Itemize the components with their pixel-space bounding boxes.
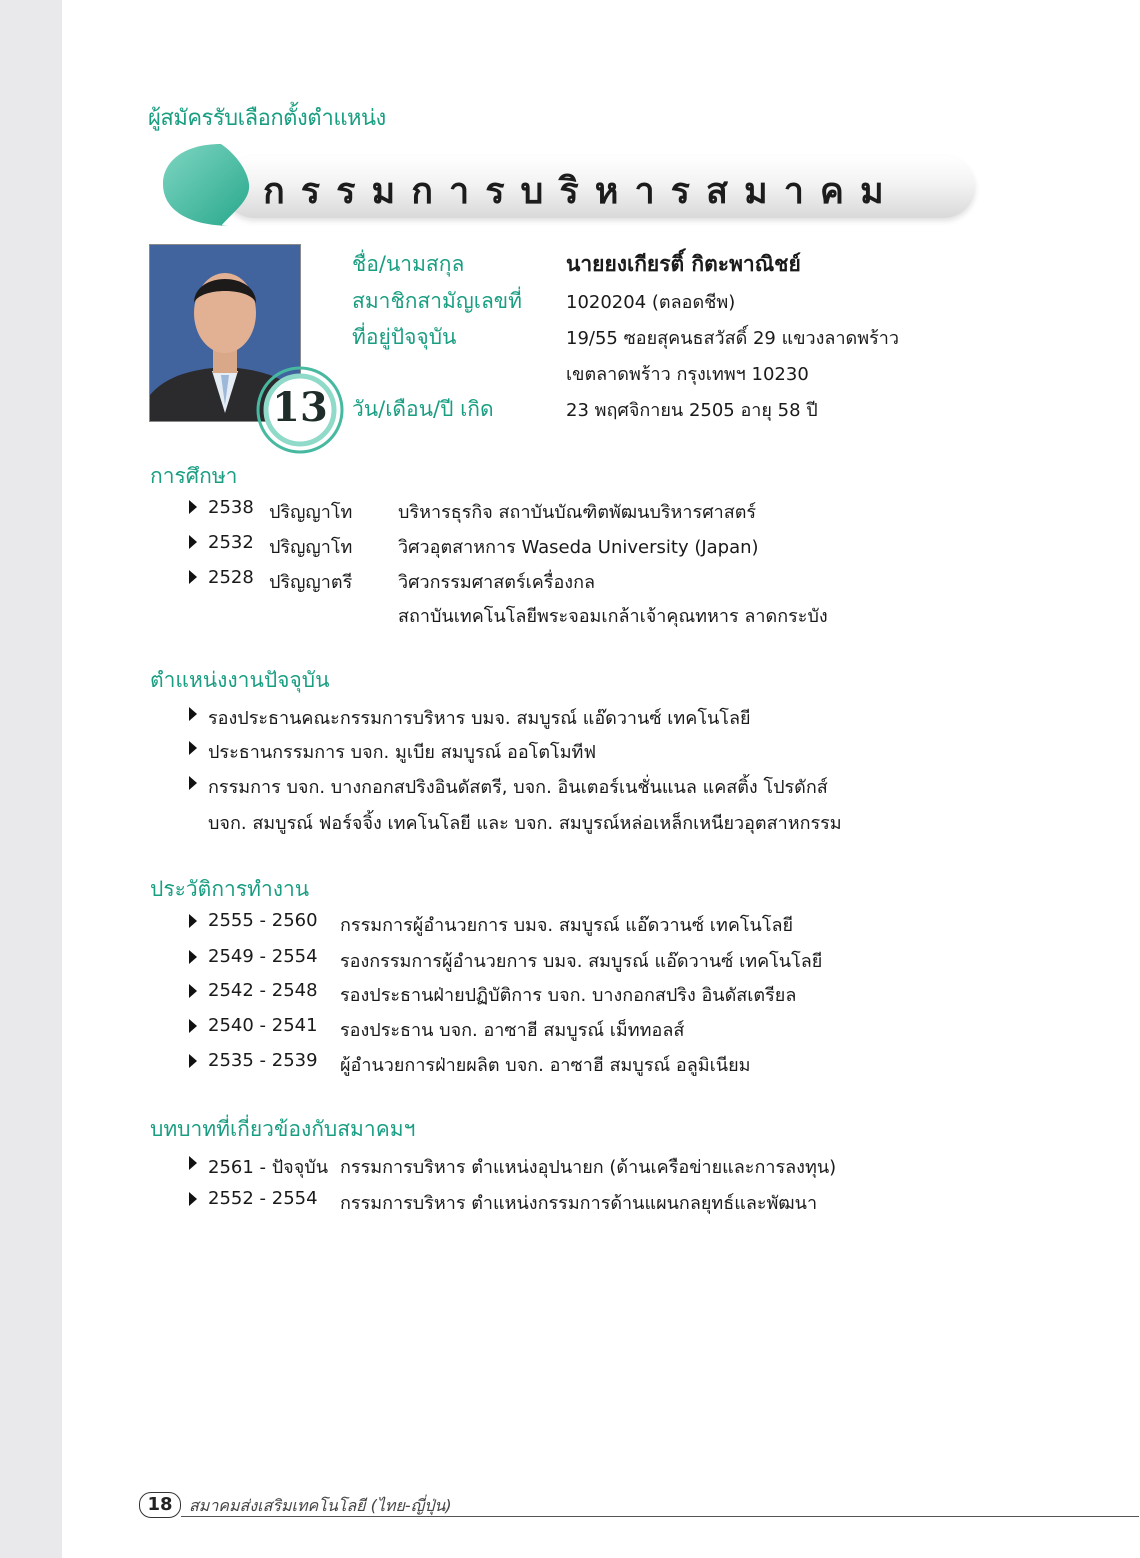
title-banner [163, 142, 975, 226]
edu-detail: วิศวกรรมศาสตร์เครื่องกล [398, 572, 596, 593]
edu-detail: บริหารธุรกิจ สถาบันบัณฑิตพัฒนบริหารศาสตร์ [398, 502, 757, 523]
bullet-icon [188, 1018, 198, 1034]
work-detail: รองประธาน บจก. อาซาฮี สมบูรณ์ เม็ททอลส์ [340, 1020, 685, 1041]
bullet-icon [188, 1191, 198, 1207]
footer-publication: สมาคมส่งเสริมเทคโนโลยี (ไทย-ญี่ปุ่น) [189, 1496, 452, 1515]
banner-title: กรรมการบริหารสมาคม [263, 171, 900, 212]
bullet-icon [188, 1053, 198, 1069]
edu-degree: ปริญญาตรี [269, 572, 353, 593]
role-period: 2552 - 2554 [208, 1188, 318, 1209]
work-history-heading: ประวัติการทำงาน [150, 877, 310, 901]
work-period: 2535 - 2539 [208, 1050, 318, 1071]
label-birthdate: วัน/เดือน/ปี เกิด [352, 397, 494, 421]
bullet-icon [188, 706, 198, 722]
work-period: 2549 - 2554 [208, 946, 318, 967]
work-period: 2555 - 2560 [208, 910, 318, 931]
value-address-line1: 19/55 ซอยสุคนธสวัสดิ์ 29 แขวงลาดพร้าว [566, 328, 899, 349]
edu-degree: ปริญญาโท [269, 537, 353, 558]
bullet-icon [188, 740, 198, 756]
edu-year: 2528 [208, 567, 254, 588]
edu-detail: วิศวอุตสาหการ Waseda University (Japan) [398, 537, 759, 558]
candidate-number: 13 [272, 384, 328, 431]
page-margin-strip [0, 0, 62, 1558]
position-item: ประธานกรรมการ บจก. มูเบีย สมบูรณ์ ออโตโมทีฟ [208, 742, 597, 763]
label-member-no: สมาชิกสามัญเลขที่ [352, 289, 523, 313]
work-period: 2540 - 2541 [208, 1015, 318, 1036]
value-name: นายยงเกียรติ์ กิตะพาณิชย์ [566, 252, 801, 276]
label-name: ชื่อ/นามสกุล [352, 252, 465, 276]
position-item: รองประธานคณะกรรมการบริหาร บมจ. สมบูรณ์ แอ๊ดวานซ์ เทคโนโลยี [208, 708, 751, 729]
value-birthdate: 23 พฤศจิกายน 2505 อายุ 58 ปี [566, 400, 818, 421]
bullet-icon [188, 1155, 198, 1171]
role-detail: กรรมการบริหาร ตำแหน่งอุปนายก (ด้านเครือข่ายและการลงทุน) [340, 1157, 837, 1178]
edu-year: 2538 [208, 497, 254, 518]
bullet-icon [188, 569, 198, 585]
work-detail: กรรมการผู้อำนวยการ บมจ. สมบูรณ์ แอ๊ดวานซ์ เทคโนโลยี [340, 915, 794, 936]
work-detail: รองประธานฝ่ายปฏิบัติการ บจก. บางกอกสปริง อินดัสเตรียล [340, 985, 797, 1006]
page-caption: ผู้สมัครรับเลือกตั้งตำแหน่ง [148, 106, 386, 131]
value-member-no: 1020204 (ตลอดชีพ) [566, 292, 736, 313]
work-detail: รองกรรมการผู้อำนวยการ บมจ. สมบูรณ์ แอ๊ดวานซ์ เทคโนโลยี [340, 951, 823, 972]
edu-detail-cont: สถาบันเทคโนโลยีพระจอมเกล้าเจ้าคุณทหาร ลาดกระบัง [398, 606, 828, 627]
work-period: 2542 - 2548 [208, 980, 318, 1001]
edu-year: 2532 [208, 532, 254, 553]
role-detail: กรรมการบริหาร ตำแหน่งกรรมการด้านแผนกลยุทธ์และพัฒนา [340, 1193, 818, 1214]
current-positions-heading: ตำแหน่งงานปัจจุบัน [150, 668, 330, 692]
bullet-icon [188, 983, 198, 999]
label-address: ที่อยู่ปัจจุบัน [352, 325, 457, 349]
association-roles-heading: บทบาทที่เกี่ยวข้องกับสมาคมฯ [150, 1117, 416, 1141]
bullet-icon [188, 913, 198, 929]
education-heading: การศึกษา [150, 464, 238, 488]
role-period: 2561 - ปัจจุบัน [208, 1157, 328, 1178]
footer-rule [181, 1516, 1139, 1517]
bullet-icon [188, 499, 198, 515]
bullet-icon [188, 949, 198, 965]
position-item-cont: บจก. สมบูรณ์ ฟอร์จจิ้ง เทคโนโลยี และ บจก. สมบูรณ์หล่อเหล็กเหนียวอุตสาหกรรม [208, 813, 842, 834]
bullet-icon [188, 775, 198, 791]
leaf-ornament-icon [163, 142, 263, 226]
edu-degree: ปริญญาโท [269, 502, 353, 523]
page-number: 18 [139, 1492, 181, 1518]
value-address-line2: เขตลาดพร้าว กรุงเทพฯ 10230 [566, 364, 809, 385]
bullet-icon [188, 534, 198, 550]
work-detail: ผู้อำนวยการฝ่ายผลิต บจก. อาซาฮี สมบูรณ์ อลูมิเนียม [340, 1055, 751, 1076]
position-item: กรรมการ บจก. บางกอกสปริงอินดัสตรี, บจก. อินเตอร์เนชั่นแนล แคสติ้ง โปรดักส์ [208, 777, 828, 798]
